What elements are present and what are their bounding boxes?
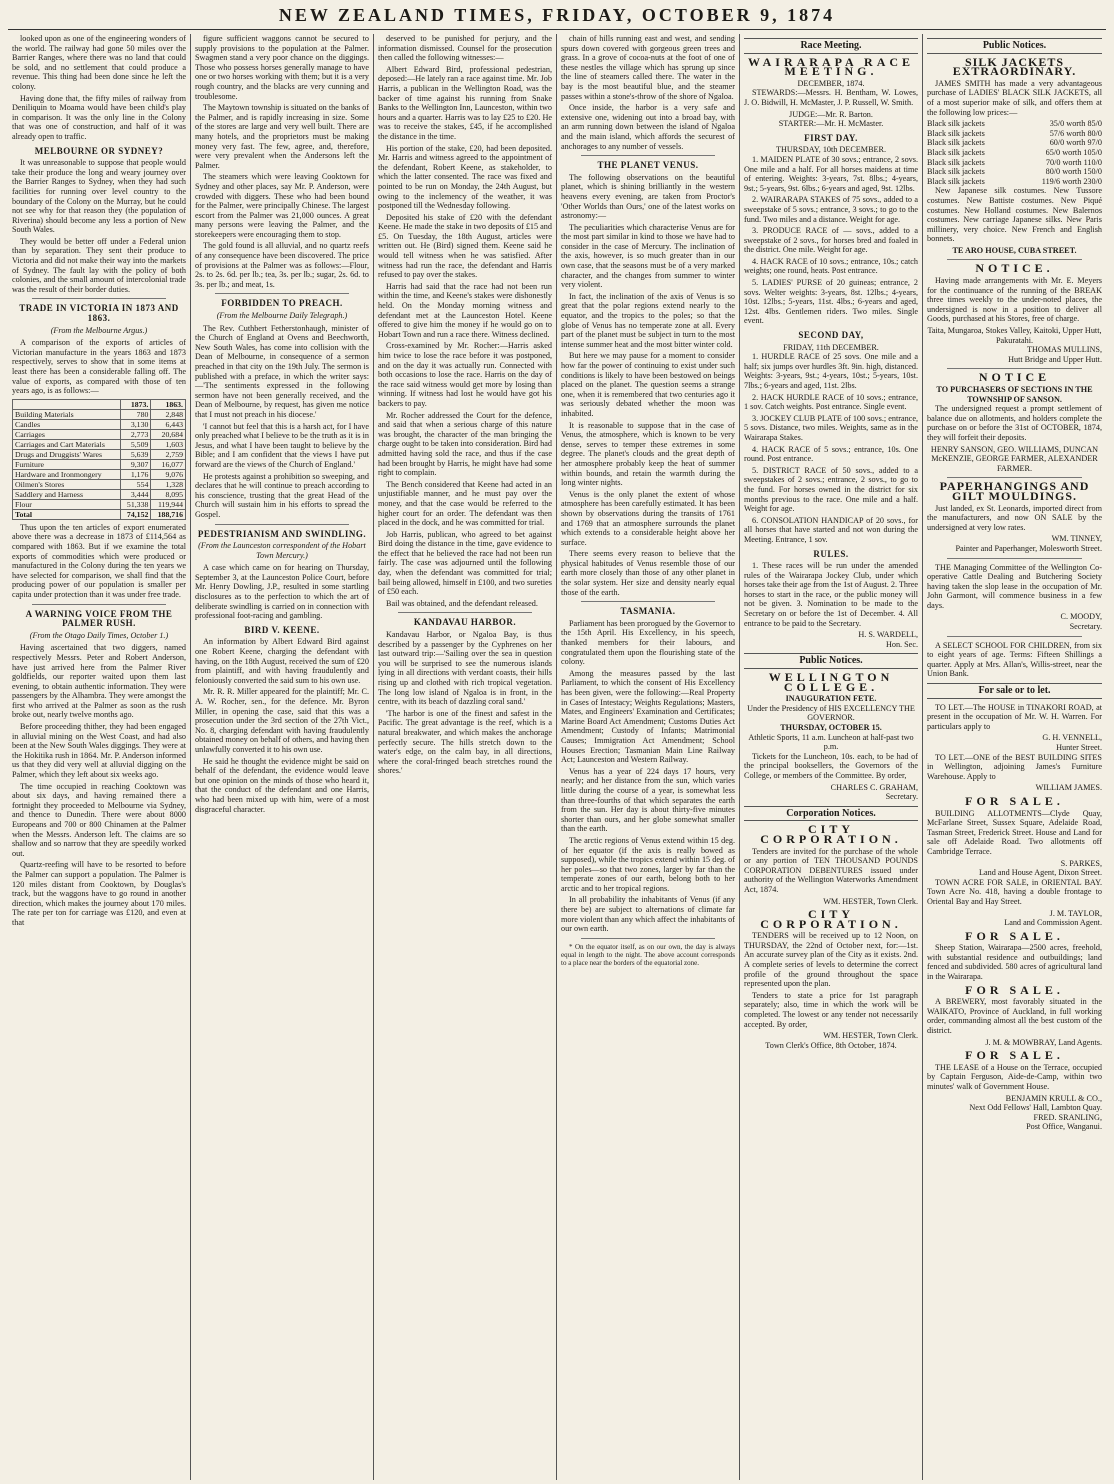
article-paragraph: 'I cannot but feel that this is a harsh act, for I have only preached what I believe to be the truth as it is in Jesus, and what I have been taught to believe by the Bible; and I am confident that the views I have put forward are the views of the Church of England.' xyxy=(195,421,369,469)
section-banner: Race Meeting. xyxy=(744,38,918,54)
rules-text: 1. These races will be run under the amended rules of the Wairarapa Jockey Club, under which horses take their age from the 1st of August. 2. Three horses to start in the race, or the public money will not be given. 3. Nomination to be made to the Secretary on or before the 1st of December. 4. All entrance to be paid to the Secretary. xyxy=(744,561,919,628)
signature: C. MOODY, xyxy=(1060,612,1102,622)
article-paragraph: Venus has a year of 224 days 17 hours, very nearly; and her distance from the sun, which varies little during the course of a year, is somewhat less than three-fourths of that which separates the earth from the sun. Her day is about thirty-five minutes shorter than ours, and her globe somewhat smaller than the earth. xyxy=(561,766,735,834)
article-paragraph: The gold found is all alluvial, and no quartz reefs of any consequence have been discovered. The price of provisions at the Palmer was as follows:—Flour, 2s. to 2s. 6d. per lb.; tea, 3s. per lb.; sugar, 2s. 6d. to 3s. per lb.; and meat, 1s. xyxy=(195,241,369,289)
table-cell: 1,176 xyxy=(121,469,151,479)
advert-subtitle: INAUGURATION FETE. xyxy=(785,694,877,704)
table-cell: 20,684 xyxy=(151,429,186,439)
table-cell: Furniture xyxy=(13,459,121,469)
race-item: 3. JOCKEY CLUB PLATE of 100 sovs.; entrance, 5 sovs. Distance, two miles. Weights, same as in the Wairarapa Stakes. xyxy=(744,413,918,442)
table-header xyxy=(13,399,121,409)
price-item: Black silk jackets xyxy=(927,147,985,157)
advert-address: TE ARO HOUSE, CUBA STREET. xyxy=(952,245,1077,255)
article-paragraph: Quartz-reefing will have to be resorted to before the Palmer can support a population. The Palmer is 120 miles distant from Cooktown, by Douglas's track, but the waggons have to go round in another direction, which makes the journey about 170 miles. The rate per ton for carriage was £120, and even at that xyxy=(12,860,186,927)
article-source: (From the Launceston correspondent of the Hobart Town Mercury.) xyxy=(198,541,366,560)
signature: WM. TINNEY, xyxy=(1051,534,1102,544)
price-value: 80/0 worth 150/0 xyxy=(1045,167,1102,177)
article-headline: FORBIDDEN TO PREACH. xyxy=(221,298,343,309)
article-paragraph: figure sufficient waggons cannot be secured to supply provisions to the population at the Palmer. Swagmen stand a very poor chance on the diggings. Those who possess horses generally manage to have one or two horses working with them; but it is a very rough country, and the blacks are very cunning and troublesome. xyxy=(195,34,369,101)
article-paragraph: The arctic regions of Venus extend within 15 deg. of her equator (if the axis is really bowed as supposed), while the tropics extend within 15 deg. of her poles—so that two zones, larger by far than the temperate zones of our earth, belong both to her arctic and to her tropical regions. xyxy=(561,835,735,893)
column-5 xyxy=(740,34,923,1480)
signature-title: Land and Commission Agent. xyxy=(1004,918,1102,928)
table-row xyxy=(13,449,186,459)
table-cell: 3,444 xyxy=(121,489,151,499)
price-row xyxy=(927,138,1102,148)
table-cell: 3,130 xyxy=(121,419,151,429)
table-row xyxy=(13,469,186,479)
article-source: (From the Melbourne Daily Telegraph.) xyxy=(216,311,348,321)
article-paragraph: It is reasonable to suppose that in the case of Venus, the atmosphere, which is known to be very dense, serves to temper these extremes in some degree. The planet's clouds and the great depth of her atmosphere probably keep the heat of summer within bounds, and retain the warmth during the long winter nights. xyxy=(561,420,735,488)
article-paragraph: chain of hills running east and west, and sending spurs down covered with gorgeous green trees and grass. In a grove of cocoa-nuts at the foot of one of these nestles the village which has sprung up since the line of steamers called there. The water in the bay is the most beautiful blue, and the steamer passes within a stone's-throw of the shore of Ngaloa. xyxy=(561,34,735,101)
article-paragraph: He said he thought the evidence might be said on behalf of the defendant, the evidence would leave but one opinion on the minds of those who heard it, that the conduct of the defendant and one Harris, who had been mixed up with him, were of a most disgraceful character. xyxy=(195,756,369,814)
table-cell: 780 xyxy=(121,409,151,419)
table-row xyxy=(13,419,186,429)
table-cell: 188,716 xyxy=(151,509,186,519)
table-cell: Building Materials xyxy=(13,409,121,419)
advert-title: WAIRARAPA RACE MEETING. xyxy=(747,54,915,79)
table-cell: 2,759 xyxy=(151,449,186,459)
race-item: 1. HURDLE RACE of 25 sovs. One mile and a half; six jumps over hurdles 3ft. 9in. high, distanced. Weights: 3-years, 9st.; 4-years, 10st.; 5-years, 10st. 7lbs.; 6-years and aged, 11st. 2lbs. xyxy=(744,352,918,390)
price-value: 70/0 worth 110/0 xyxy=(1045,157,1102,167)
divider xyxy=(581,938,715,939)
article-headline: PEDESTRIANISM AND SWINDLING. xyxy=(197,528,367,539)
advert-text: Tickets for the Luncheon, 10s. each, to be had of the principal booksellers, the Governors of the College, or members of the Committee. By order, xyxy=(744,751,918,780)
signature-title: Next Odd Fellows' Hall, Lambton Quay. xyxy=(969,1103,1102,1113)
race-item: 5. LADIES' PURSE of 20 guineas; entrance, 2 sovs. Welter weights: 3-years, 8st. 12lbs.; 4-years, 10st. 12lbs.; 5-years, 11st. 4lbs.; 6-years and aged, 12st. 4lbs. Gentlemen riders. Two miles. Single event. xyxy=(744,278,918,326)
price-item: Black silk jackets xyxy=(927,176,985,186)
section-banner: For sale or to let. xyxy=(927,683,1102,699)
price-row xyxy=(927,158,1102,168)
advert-title: SILK JACKETS EXTRAORDINARY. xyxy=(952,54,1077,79)
article-paragraph: An information by Albert Edward Bird against one Robert Keene, charging the defendant with having, on the 18th August, received the sum of £20 from plaintiff, and with having fraudulently and feloniously converted the said sum to his own use. xyxy=(195,637,369,685)
price-value: 65/0 worth 105/0 xyxy=(1045,147,1102,157)
article-headline: TASMANIA. xyxy=(620,606,676,617)
advert-text: Having made arrangements with Mr. E. Meyers for the continuance of the running of the BREAK three times weekly to the under-noted places, the undersigned is now in a position to deliver all Goods, purchased at his Stores, free of charge. xyxy=(927,276,1102,324)
signature: J. M. & MOWBRAY, Land Agents. xyxy=(985,1037,1102,1047)
article-paragraph: He protests against a prohibition so sweeping, and declares that he will continue to preach according to his conscience, trusting that the great Head of the Church will sustain him in his efforts to spread the Gospel. xyxy=(195,471,369,519)
table-cell: 1,603 xyxy=(151,439,186,449)
race-item: 2. WAIRARAPA STAKES of 75 sovs., added to a sweepstake of 5 sovs.; entrance, 3 sovs.; to go to the fund. Two miles and a distance. Weight for age. xyxy=(744,195,918,224)
article-paragraph: In all probability the inhabitants of Venus (if any there be) are subject to alternations of climate far more violent than any which affect the inhabitants of our own earth. xyxy=(561,895,735,934)
advert-text: Taita, Mungaroa, Stokes Valley, Kaitoki, Upper Hutt, Pakuratahi. xyxy=(927,326,1102,345)
table-total-row xyxy=(13,509,186,519)
article-headline: KANDAVAU HARBOR. xyxy=(413,617,517,628)
signature-title: Hutt Bridge and Upper Hutt. xyxy=(1008,354,1102,364)
price-value: 60/0 worth 97/0 xyxy=(1049,138,1102,148)
article-paragraph: Bail was obtained, and the defendant released. xyxy=(386,598,538,608)
divider xyxy=(398,612,532,613)
price-item: Black silk jackets xyxy=(927,138,985,148)
advert-subtitle: TO PURCHASERS OF SECTIONS IN THE TOWNSHIP OF SANSON. xyxy=(936,385,1093,404)
trade-table xyxy=(12,399,186,520)
advert-text: THE Managing Committee of the Wellington Co-operative Cattle Dealing and Butchering Society having taken the slop lease in the occupation of Mr. John Garmont, will commence business in a few days. xyxy=(927,562,1102,610)
signature: WM. HESTER, Town Clerk. xyxy=(823,1031,918,1041)
article-headline: A WARNING VOICE FROM THE PALMER RUSH. xyxy=(25,608,173,629)
advert-text: Athletic Sports, 11 a.m. Luncheon at half-past two p.m. xyxy=(748,732,914,752)
race-day-heading: SECOND DAY, xyxy=(798,330,864,341)
signature: J. M. TAYLOR, xyxy=(1049,908,1102,918)
table-cell: Oilmen's Stores xyxy=(13,479,121,489)
article-paragraph: The following observations on the beautiful planet, which is shining brilliantly in the western heavens every evening, are taken from Proctor's 'Other Worlds than Ours,' one of the latest works on astronomy:— xyxy=(561,172,735,221)
table-cell: Drugs and Druggists' Wares xyxy=(13,449,121,459)
divider xyxy=(581,155,715,156)
signature: THOMAS MULLINS, xyxy=(1026,345,1102,355)
advert-text: BUILDING ALLOTMENTS—Clyde Quay, McFarlane Street, Sussex Square, Adelaide Road, Tasman Street, Frederick Street. House and Land for sale off Adelaide Road. Two allotments off Cambridge Terrace. xyxy=(927,808,1102,856)
price-row xyxy=(927,129,1102,139)
article-source: (From the Otago Daily Times, October 1.) xyxy=(29,630,169,640)
race-day-heading: FIRST DAY. xyxy=(804,132,858,143)
advert-title: FOR SALE. xyxy=(965,928,1064,943)
divider xyxy=(32,298,166,299)
price-item: Black silk jackets xyxy=(927,128,985,138)
signature-title: Secretary. xyxy=(885,792,918,802)
table-cell: Carriages and Cart Materials xyxy=(13,439,121,449)
price-item: Black silk jackets xyxy=(927,119,985,129)
advert-title: NOTICE. xyxy=(975,261,1054,276)
divider xyxy=(947,558,1082,559)
race-day-date: FRIDAY, 11th DECEMBER. xyxy=(783,342,879,352)
article-paragraph: Having ascertained that two diggers, named respectively Messrs. Peter and Robert Anderson, have just arrived here from the Palmer River goldfields, our reporter waited upon them last evening, to obtain authentic information. They were passengers by the Alhambra. They were amongst the first who arrived at the Palmer as soon as the rush broke out, nearly twelve months ago. xyxy=(12,643,186,720)
article-paragraph: Having done that, the fifty miles of railway from Deniliquin to Moama would have been child's play in comparison. It was the only line in the Colony that was one of construction, and half of it was already open to traffic. xyxy=(12,93,186,141)
advert-text: STEWARDS:—Messrs. H. Bentham, W. Lowes, J. O. Bidwill, H. McMaster, J. P. Russell, W. Smith. xyxy=(744,88,918,107)
advert-text: JUDGE:—Mr. R. Barton. xyxy=(789,109,873,119)
advert-title: FOR SALE. xyxy=(965,793,1064,808)
article-paragraph: The peculiarities which characterise Venus are for the most part similar in kind to those we have had to consider in the case of Mercury. The inclination of the axis, however, is so much greater than in our own case, that the seasons must be of a very marked character, and the changes from summer to winter very violent. xyxy=(561,222,735,290)
table-cell: 6,443 xyxy=(151,419,186,429)
table-cell: 2,773 xyxy=(121,429,151,439)
signature-title: Post Office, Wanganui. xyxy=(1026,1122,1102,1132)
table-row xyxy=(13,479,186,489)
price-row xyxy=(927,119,1102,129)
table-row xyxy=(13,499,186,509)
signature: WILLIAM JAMES. xyxy=(1035,783,1102,793)
masthead: NEW ZEALAND TIMES, FRIDAY, OCTOBER 9, 1874 xyxy=(278,4,836,25)
article-headline: TRADE IN VICTORIA IN 1873 AND 1863. xyxy=(19,303,179,324)
advert-title: WELLINGTON COLLEGE. xyxy=(768,670,894,694)
divider xyxy=(215,524,349,525)
table-cell: 5,639 xyxy=(121,449,151,459)
table-cell: 1,328 xyxy=(151,479,186,489)
article-paragraph: Among the measures passed by the last Parliament, to which the consent of His Excellency has been given, were the following:—Real Property in Cases of Intestacy; Weights Regulations; Masters, Mates, and Engineers' Examination and Certificates; Marine Board Act Amendment; Customs Duties Act Amendment; Custody of Infants; Matrimonial Causes; Immigration Act Amendment; School Houses Erection; Tasmanian Main Line Railway Act; Launceston and Western Railway. xyxy=(561,668,735,765)
divider xyxy=(947,259,1082,260)
table-cell: 16,077 xyxy=(151,459,186,469)
table-cell: 51,338 xyxy=(121,499,151,509)
section-heading: BIRD V. KEENE. xyxy=(244,624,320,635)
article-source: (From the Melbourne Argus.) xyxy=(50,325,148,335)
price-value: 35/0 worth 85/0 xyxy=(1049,119,1102,129)
article-paragraph: A case which came on for hearing on Thursday, September 3, at the Launceston Police Court, before Mr. Henry Dowling, J.P., resulted in some startling disclosures as to the perfection to which the art of deliberate swindling is carried on in connection with professional foot-racing and gambling. xyxy=(195,563,369,621)
advert-text: New Japanese silk costumes. New Tussore costumes. New Battiste costumes. New Piqué costumes. New Holland costumes. New Balernos costumes. New carriage Japanese silks. New Paris millinery, very choice. New French and English bonnets. xyxy=(927,186,1102,244)
article-paragraph: The Maytown township is situated on the banks of the Palmer, and is rapidly increasing in size. Some of the stores are large and very well built. There are many hotels, and the proprietors must be making money very fast. The few, agree, and, therefore, were very prevalent when the Andersons left the Palmer. xyxy=(195,103,369,170)
table-header: 1873. xyxy=(121,399,151,409)
price-value: 119/6 worth 230/0 xyxy=(1041,176,1102,186)
price-list xyxy=(927,119,1102,186)
signature: HENRY SANSON, GEO. WILLIAMS, DUNCAN McKENZIE, GEORGE FARMER, ALEXANDER FARMER. xyxy=(930,444,1099,473)
advert-text: Sheep Station, Wairarapa—2500 acres, freehold, with substantial residence and outbuildings; land fenced and subdivided. 580 acres of agricultural land in the Wairarapa. xyxy=(927,943,1102,982)
advert-text: JAMES SMITH has made a very advantageous purchase of LADIES' BLACK SILK JACKETS, all of a most superior make of silk, and offers them at the following low prices:— xyxy=(927,78,1102,117)
article-paragraph: They would be better off under a Federal union than by separation. They sent their produce to Victoria and did not make their way into the markets of Sydney. The fault lay with the policy of both colonies, and the small amount of intercolonial trade was the result of their border duties. xyxy=(12,236,186,294)
advert-title: FOR SALE. xyxy=(965,1048,1064,1063)
table-cell: 74,152 xyxy=(121,509,151,519)
signature-title: Town Clerk's Office, 8th October, 1874. xyxy=(765,1040,897,1050)
column-2 xyxy=(191,34,374,1480)
advert-text: TOWN ACRE FOR SALE, in ORIENTAL BAY. Town Acre No. 418, having a double frontage to Oriental Bay and Hay Street. xyxy=(927,877,1102,906)
advert-text: Just landed, ex St. Leonards, imported direct from the manufacturers, and now ON SALE by the undersigned at very low rates. xyxy=(927,503,1102,532)
advert-title: PAPERHANGINGS AND GILT MOULDINGS. xyxy=(939,479,1090,503)
article-paragraph: Job Harris, publican, who agreed to bet against Bird doing the distance in the time, gave evidence to the effect that he believed the race had not been run fairly. The case was adjourned until the following day, when the defendant was committed for trial; bail being allowed, himself in £100, and two sureties of £50 each. xyxy=(378,529,552,597)
table-cell: Carriages xyxy=(13,429,121,439)
article-paragraph: Before proceeding thither, they had been engaged in alluvial mining on the West Coast, and had also been at the New South Wales diggings. They were at the Hokitika rush in 1864. Mr. P. Anderson informed us that they did very well at alluvial digging on the Palmer, which they left about six weeks ago. xyxy=(12,722,186,780)
race-item: 5. DISTRICT RACE of 50 sovs., added to a sweepstakes of 2 sovs.; entrance, 2 sovs., to go to the fund. For horses owned in the district for six months previous to the race. One mile and a half. Weight for age. xyxy=(744,465,918,514)
race-day-date: THURSDAY, 10th DECEMBER. xyxy=(775,145,887,155)
signature-title: Hunter Street. xyxy=(1056,743,1102,752)
article-paragraph: Kandavau Harbor, or Ngaloa Bay, is thus described by a passenger by the Cyphrenes on her last outward trip:—'Sailing over the sea in question you will be surprised to see the numerous islands lying in all directions with verdant coasts, their hills rising up and clothed with rich tropical vegetation. The long low island of Ngaloa is in front, in the centre, with its beach of dazzling coral sand.' xyxy=(378,630,552,707)
table-cell: 9,076 xyxy=(151,469,186,479)
column-4 xyxy=(557,34,740,1480)
race-item: 6. CONSOLATION HANDICAP of 20 sovs., for all horses that have started and not won during the Meeting. Entrance, 1 sov. xyxy=(744,515,918,544)
section-banner: Public Notices. xyxy=(744,653,918,669)
table-row xyxy=(13,489,186,499)
footnote: * On the equator itself, as on our own, the day is always equal in length to the night. The above account corresponds to a place near the borders of the equatorial zone. xyxy=(561,942,735,967)
article-paragraph: The Bench considered that Keene had acted in an unjustifiable manner, and he must pay over the money, and that the case would be referred to the higher court for an order. The defendant was then placed in the dock, and he was committed for trial. xyxy=(378,479,552,528)
article-paragraph: Thus upon the ten articles of export enumerated above there was a decrease in 1873 of £114,564 as compared with 1863. But if we examine the total exports of commodities which were produced or manufactured in the Colony during the ten years we have selected for comparison, we shall find that the producing power of our population is smaller per capita under protection than it was under free trade. xyxy=(12,522,186,599)
article-paragraph: His portion of the stake, £20, had been deposited. Mr. Harris and witness agreed to the appointment of the defendant, Robert Keene, as stakeholder, to which the latter consented. The race was fixed and pointed to be run on Monday, the 24th August, but owing to the inclemency of the weather, it was postponed till the Wednesday following. xyxy=(378,143,552,211)
divider xyxy=(947,636,1082,637)
price-row xyxy=(927,167,1102,177)
section-heading: MELBOURNE OR SYDNEY? xyxy=(34,145,164,156)
article-paragraph: A comparison of the exports of articles of Victorian manufacture in the years 1863 and 1873 respectively, serves to show that in some items at least there has been a considerable falling off. The value of exports, as compared with those of ten years ago, is as follows:— xyxy=(12,338,186,396)
table-cell: 5,509 xyxy=(121,439,151,449)
advert-date: DECEMBER, 1874. xyxy=(797,78,865,88)
signature: G. H. VENNELL, xyxy=(1042,733,1102,743)
divider xyxy=(947,477,1082,478)
table-cell: 119,944 xyxy=(151,499,186,509)
advert-text: TO LET.—The HOUSE in TINAKORI ROAD, at present in the occupation of Mr. W. H. Warren. For particulars apply to xyxy=(927,702,1102,731)
advert-text: A BREWERY, most favorably situated in the WAIKATO, Province of Auckland, in full working order, commanding almost all the best custom of the district. xyxy=(927,997,1102,1036)
table-cell: Hardware and Ironmongery xyxy=(13,469,121,479)
divider xyxy=(581,601,715,602)
advert-text: The undersigned request a prompt settlement of balance due on allotments, and holders complete the purchase on or before the 31st of OCTOBER, 1874, they will forfeit their deposits. xyxy=(927,404,1102,442)
signature-title: Secretary. xyxy=(1069,622,1102,632)
advert-title: CITY CORPORATION. xyxy=(760,907,902,931)
table-cell: Flour xyxy=(13,499,121,509)
article-paragraph: Mr. R. R. Miller appeared for the plaintiff; Mr. C. A. W. Rocher, sen., for the defence. Mr. Byron Miller, in opening the case, said that this was a prosecution under the 3rd section of the 27th Vict., No. 8, charging defendant with having fraudulently obtained money on behalf of others, and having then unlawfully converted it to his own use. xyxy=(195,687,369,754)
table-row xyxy=(13,409,186,419)
advert-text: STARTER:—Mr. H. McMaster. xyxy=(778,119,884,129)
article-paragraph: Deposited his stake of £20 with the defendant Keene. He made the stake in two deposits of £15 and £5. On Tuesday, the 18th August, articles were written out. He (Bird) signed them. Keene said he would tell witness when he was satisfied. After witness had run the race, the defendant and Harris refused to pay over the stakes. xyxy=(378,212,552,280)
table-row xyxy=(13,459,186,469)
advert-text: Under the Presidency of HIS EXCELLENCY THE GOVERNOR. xyxy=(747,703,915,723)
advert-text: A SELECT SCHOOL FOR CHILDREN, from six to eight years of age. Terms: Fifteen Shillings a quarter. Apply at Mrs. Allan's, Willis-street, near the Union Bank. xyxy=(927,640,1102,679)
table-cell: Total xyxy=(13,509,121,519)
advert-text: TO LET.—ONE of the BEST BUILDING SITES in Wellington, adjoining James's Furniture Warehouse. Apply to xyxy=(927,752,1102,781)
article-paragraph: The time occupied in reaching Cooktown was about six days, and having remained there a fortnight they proceeded to Melbourne via Sydney, and thence to Dunedin. There were about 8000 Europeans and 700 or 800 Chinamen at the Palmer when the Messrs. Anderson left. The claims are so shallow and so narrow that they are speedily worked out. xyxy=(12,781,186,858)
table-cell: Saddlery and Harness xyxy=(13,489,121,499)
price-row xyxy=(927,148,1102,158)
table-cell: 9,307 xyxy=(121,459,151,469)
race-item: 1. MAIDEN PLATE of 30 sovs.; entrance, 2 sovs. One mile and a half. For all horses maidens at time of entering. Weights: 3-years, 7st. 8lbs.; 4-years, 9st.; 5-years, 9st. 6lbs.; 6-years and aged, 9st. 12lbs. xyxy=(744,154,918,193)
section-banner: Corporation Notices. xyxy=(744,806,918,822)
article-paragraph: It was unreasonable to suppose that people would take their produce the long and weary journey over the Barrier Ranges to Sydney, when they had such facilities for running over level country to the boundary of the Colony on the Murray, but he could not see why for that reason they (the population of Riverina) should become any less a portion of New South Wales. xyxy=(12,158,186,235)
advert-title: CITY CORPORATION. xyxy=(760,822,902,846)
column-6 xyxy=(923,34,1106,1480)
rules-heading: RULES. xyxy=(813,548,849,559)
article-paragraph: But here we may pause for a moment to consider how far the power of continuing to exist under such conditions is likely to have been bestowed on beings placed on the planet. The question seems a strange one, when it is remembered that two centuries ago it was seriously debated whether the moon was inhabited. xyxy=(561,351,735,418)
article-paragraph: Cross-examined by Mr. Rocher:—Harris asked him twice to lose the race before it was postponed, and on the day it was actually run. Connected with both occasions to lose the race. Harris on the day of the race said witness would get more by losing than winning. If witness had lost he would have got his backers to pay. xyxy=(378,341,552,408)
table-row xyxy=(13,439,186,449)
article-paragraph: The Rev. Cuthbert Fetherstonhaugh, minister of the Church of England at Ovens and Beechworth, New South Wales, has come into collision with the Dean of Melbourne, in consequence of a sermon preached in that city on the 19th July. The sermon is published with a preface, in which the writer says:—'The sentiments expressed in the following sermon have not been generally received, and the Dean of Melbourne, by request, has given me notice that I must not preach in his diocese.' xyxy=(195,323,369,419)
column-3 xyxy=(374,34,557,1480)
price-row xyxy=(927,177,1102,187)
price-item: Black silk jackets xyxy=(927,157,985,167)
advert-text: THE LEASE of a House on the Terrace, occupied by Captain Ferguson, Aide-de-Camp, within two minutes' walk of Government House. xyxy=(927,1062,1102,1091)
article-paragraph: Albert Edward Bird, professional pedestrian, deposed:—He lately ran a race against time. Mr. Job Harris, a publican in the Wellington Road, was the backer of time against his running from Snake Banks to the Wellington Inn, Launceston, within two hours and a quarter. Harris was to lay £25 to £20. He was to receive the stakes, £45, if he accomplished the distance in the time. xyxy=(378,64,552,141)
race-item: 2. HACK HURDLE RACE of 10 sovs.; entrance, 1 sov. Catch weights. Post entrance. Single event. xyxy=(744,392,918,412)
signature-title: Painter and Paperhanger, Molesworth Street. xyxy=(955,543,1102,553)
advert-text: Tenders to state a price for 1st paragraph separately; also, time in which the work will be completed. The lowest or any tender not necessarily accepted. By order, xyxy=(744,990,918,1029)
signature: FRED. SRANLING, xyxy=(1033,1112,1102,1122)
advert-title: FOR SALE. xyxy=(965,982,1064,997)
signature-title: Hon. Sec. xyxy=(885,639,918,649)
article-paragraph: 'The harbor is one of the finest and safest in the Pacific. The great advantage is the reef, which is a natural breakwater, and which makes the anchorage perfectly secure. The hills stretch down to the water's edge, on the calm bay, in all directions, where the coral-fringed beach stretches round the shores.' xyxy=(378,708,552,776)
table-header: 1863. xyxy=(151,399,186,409)
article-paragraph: Parliament has been prorogued by the Governor to the 15th April. His Excellency, in his speech, thanked members for their labours, and congratulated them upon the flourishing state of the colony. xyxy=(561,618,735,667)
race-item: 4. HACK RACE of 10 sovs.; entrance, 10s.; catch weights; one round, heats. Post entrance. xyxy=(744,256,918,276)
article-paragraph: deserved to be punished for perjury, and the information dismissed. Counsel for the prosecution then called the following witnesses:— xyxy=(378,34,552,63)
race-item: 4. HACK RACE of 5 sovs.; entrance, 10s. One round. Post entrance. xyxy=(744,444,918,464)
signature: H. S. WARDELL, xyxy=(858,630,918,640)
table-row xyxy=(13,429,186,439)
article-paragraph: looked upon as one of the engineering wonders of the world. The railway had gone 50 miles over the Barrier Ranges, where there was no land that could be sold, and no settlement that could produce a revenue. This thing had been done since he left the colony. xyxy=(12,34,186,91)
signature-title: Land and House Agent, Dixon Street. xyxy=(978,868,1102,878)
article-paragraph: Harris had said that the race had not been run within the time, and Keene's stakes were dishonestly held. On the Monday morning witness and defendant met at the Launceston Hotel. Keene offered to give him the money if he would go on to Hobart Town and run a race there. Witness declined. xyxy=(378,281,552,339)
divider xyxy=(215,293,349,294)
article-paragraph: Venus is the only planet the extent of whose atmosphere has been carefully estimated. It has been shown by observations during the transits of 1761 and 1769 that an atmosphere surrounds the planet which extends to a considerable height above her surface. xyxy=(561,489,735,547)
signature: WM. HESTER, Town Clerk. xyxy=(823,896,918,906)
advert-date: THURSDAY, OCTOBER 15. xyxy=(780,723,882,732)
table-cell: 2,848 xyxy=(151,409,186,419)
signature: BENJAMIN KRULL & CO., xyxy=(1005,1093,1102,1103)
article-headline: THE PLANET VENUS. xyxy=(597,160,699,171)
divider xyxy=(947,368,1082,369)
column-1 xyxy=(8,34,191,1480)
section-banner: Public Notices. xyxy=(927,38,1102,54)
divider xyxy=(32,604,166,605)
article-paragraph: In fact, the inclination of the axis of Venus is so great that the polar regions extend nearly to the equator, and the tropics to the poles; so that the globe of Venus has no temperate zone at all. Every part of the planet must be subject in turn to the most intense summer heat and the most bitter winter cold. xyxy=(561,291,735,349)
table-cell: Candles xyxy=(13,419,121,429)
table-cell: 8,095 xyxy=(151,489,186,499)
article-paragraph: The steamers which were leaving Cooktown for Sydney and other places, say Mr. P. Anderson, were crowded with diggers. These who had been bound for the Palmer, were principally Chinese. The largest escort from the Palmer was 21,000 ounces. A great many persons were leaving the Palmer, and the storekeepers were encouraging them to stop. xyxy=(195,172,369,239)
article-paragraph: There seems every reason to believe that the physical habitudes of Venus resemble those of our earth more closely than those of any other planet in the solar system. Her size and density nearly equal those of the earth. xyxy=(561,549,735,597)
advert-text: TENDERS will be received up to 12 Noon, on THURSDAY, the 22nd of October next, for:—1st. An accurate survey plan of the City as it exists. 2nd. A complete series of levels to determine the correct profile of the ground throughout the space represented upon the plan. xyxy=(744,931,918,989)
table-cell: 554 xyxy=(121,479,151,489)
masthead-rule xyxy=(8,29,1106,30)
race-item: 3. PRODUCE RACE of — sovs., added to a sweepstake of 2 sovs., for horses bred and foaled in the district. One mile. Weight for age. xyxy=(744,226,918,255)
article-paragraph: Mr. Rocher addressed the Court for the defence, and said that when a serious charge of this nature was brought, the character of the man bringing the charge ought to be taken into consideration. Bird had admitted having sold the race, and thus if the case had been brought by Harris, he might have had some right to complain. xyxy=(378,410,552,478)
advert-title: NOTICE xyxy=(978,370,1051,385)
advert-text: Tenders are invited for the purchase of the whole or any portion of TEN THOUSAND POUNDS CORPORATION DEBENTURES issued under authority of the Wellington Waterworks Amendment Act, 1874. xyxy=(744,846,918,894)
signature: CHARLES C. GRAHAM, xyxy=(830,782,918,792)
article-paragraph: Once inside, the harbor is a very safe and extensive one, widening out into a broad bay, with an arm running down between the island of Ngaloa and the main island, which affords the securest of anchorages to any number of vessels. xyxy=(561,103,735,151)
signature: S. PARKES, xyxy=(1060,858,1102,868)
price-item: Black silk jackets xyxy=(927,167,985,177)
table-header-row xyxy=(13,399,186,409)
price-value: 57/6 worth 80/0 xyxy=(1049,128,1102,138)
columns xyxy=(8,34,1106,1480)
